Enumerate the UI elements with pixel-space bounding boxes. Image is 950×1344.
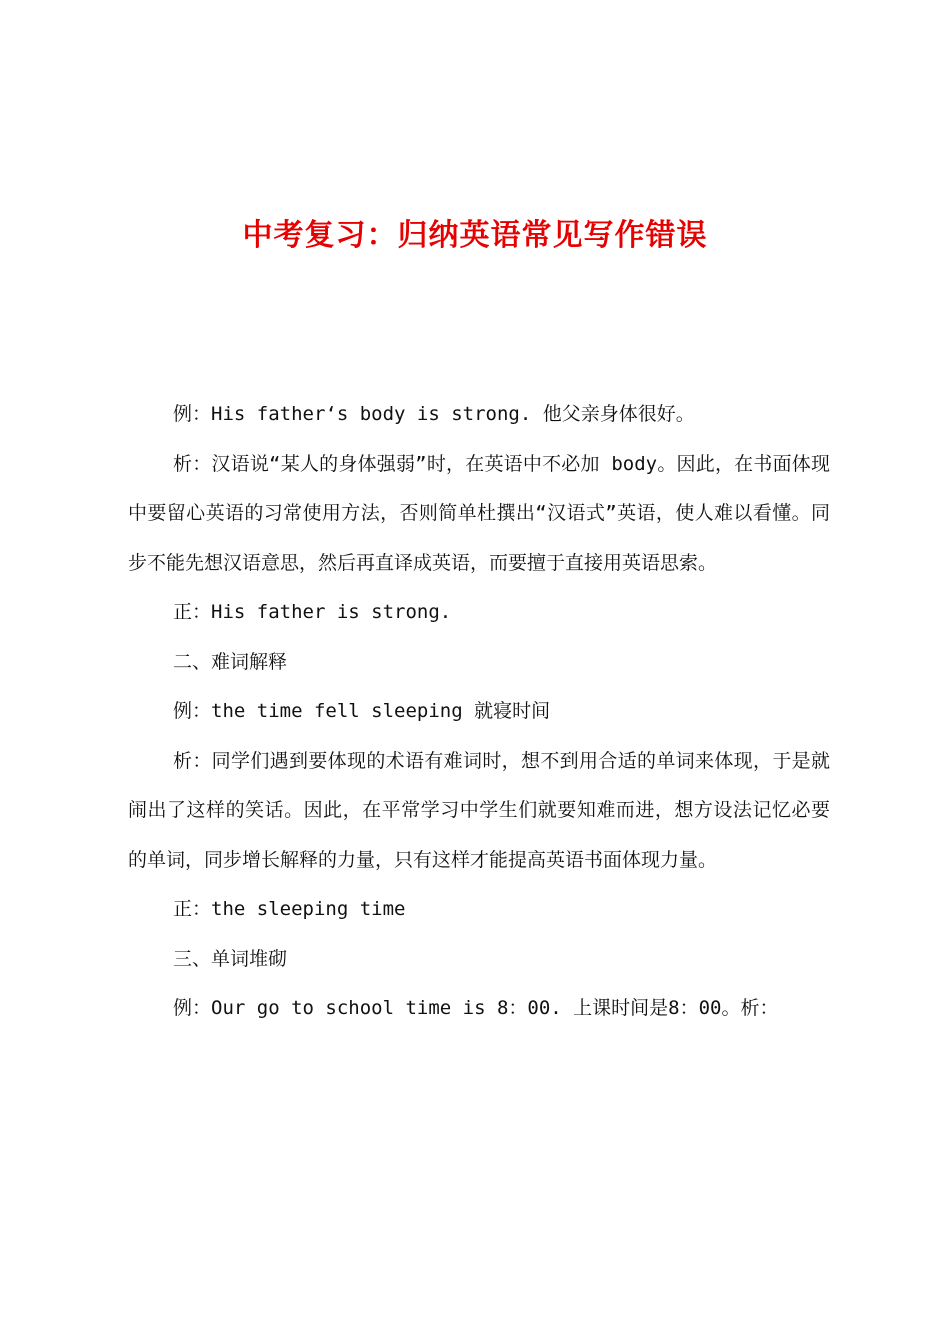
paragraph-correct-2: 正：the sleeping time [173,898,406,920]
document-body [128,390,830,1034]
paragraph-analysis-1: 析：汉语说“某人的身体强弱”时，在英语中不必加 body。因此，在书面体现中要留心英语的习常使用方法，否则简单杜撰出“汉语式”英语，使人难以看懂。同步不能先想汉语意思，然后再直译成英语，而要擅于直接用英语思索。 [128,452,830,574]
section-heading-3: 三、单词堆砌 [173,947,288,970]
paragraph-example-1: 例：His father‘s body is strong. 他父亲身体很好。 [173,403,695,425]
paragraph-analysis-2: 析：同学们遇到要体现的术语有难词时，想不到用合适的单词来体现，于是就闹出了这样的笑话。因此，在平常学习中学生们就要知难而进，想方设法记忆必要的单词，同步增长解释的力量，只有这样才能提高英语书面体现力量。 [128,749,830,871]
paragraph-example-2: 例：the time fell sleeping 就寝时间 [173,700,551,722]
section-heading-2: 二、难词解释 [173,650,288,673]
paragraph-example-3: 例：Our go to school time is 8：00. 上课时间是8：00。析： [173,997,779,1019]
page-title: 中考复习：归纳英语常见写作错误 [242,218,708,253]
paragraph-correct-1: 正：His father is strong. [173,601,452,623]
